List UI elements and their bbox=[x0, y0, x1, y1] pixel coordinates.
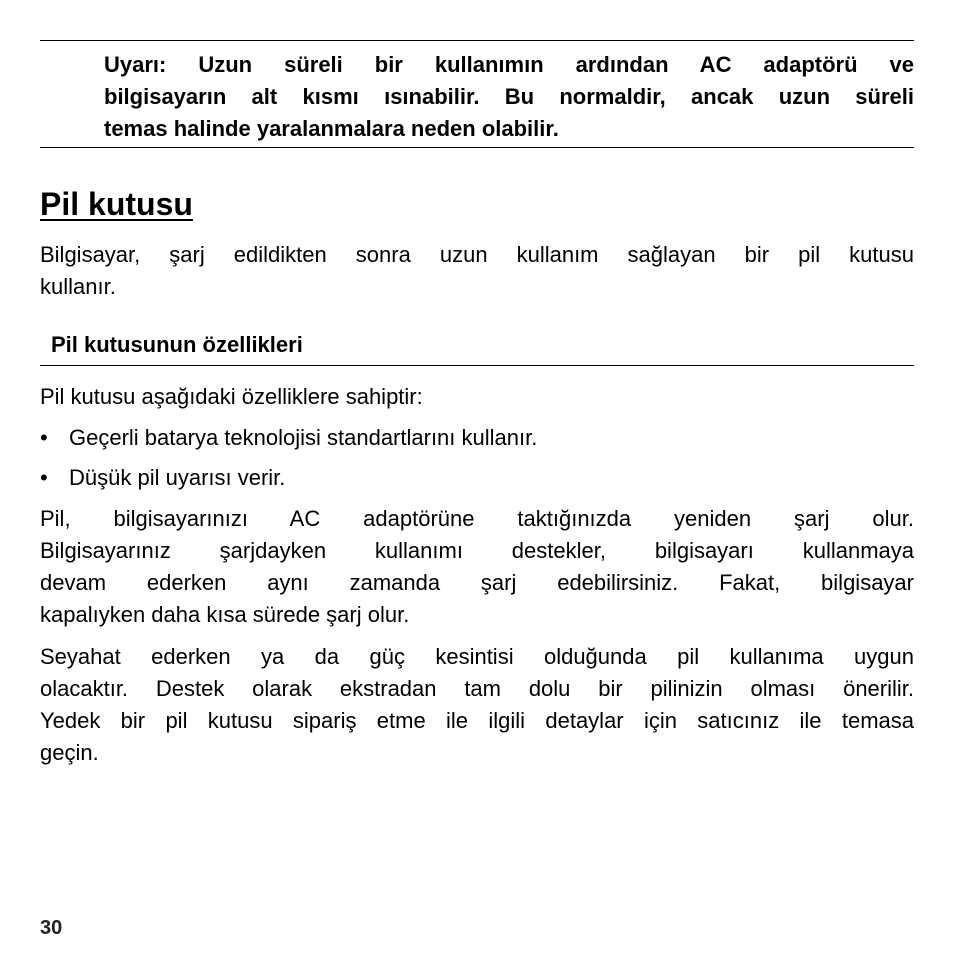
paragraph-line: Seyahat ederken ya da güç kesintisi olduğunda pil kullanıma uygun bbox=[40, 644, 914, 669]
bullet-icon: • bbox=[40, 425, 48, 450]
intro-line: kullanır. bbox=[40, 274, 116, 299]
bullet-icon: • bbox=[40, 465, 48, 490]
lead-line: Pil kutusu aşağıdaki özelliklere sahiptir: bbox=[40, 384, 423, 409]
paragraph-line: Bilgisayarınız şarjdayken kullanımı destekler, bilgisayarı kullanmaya bbox=[40, 538, 914, 563]
paragraph-line: Pil, bilgisayarınızı AC adaptörüne taktığınızda yeniden şarj olur. bbox=[40, 506, 914, 531]
intro-line: Bilgisayar, şarj edildikten sonra uzun kullanım sağlayan bir pil kutusu bbox=[40, 242, 914, 267]
warning-line: bilgisayarın alt kısmı ısınabilir. Bu normaldir, ancak uzun süreli bbox=[104, 84, 914, 109]
subsection-title: Pil kutusunun özellikleri bbox=[51, 332, 303, 357]
paragraph-line: devam ederken aynı zamanda şarj edebilirsiniz. Fakat, bilgisayar bbox=[40, 570, 914, 595]
list-item-text: Düşük pil uyarısı verir. bbox=[69, 465, 286, 490]
warning-line: Uyarı: Uzun süreli bir kullanımın ardından AC adaptörü ve bbox=[104, 52, 914, 77]
list-item-text: Geçerli batarya teknolojisi standartlarını kullanır. bbox=[69, 425, 538, 450]
paragraph-line: olacaktır. Destek olarak ekstradan tam dolu bir pilinizin olması önerilir. bbox=[40, 676, 914, 701]
warning-text bbox=[104, 49, 914, 145]
paragraph-line: kapalıyken daha kısa sürede şarj olur. bbox=[40, 602, 410, 627]
section-title: Pil kutusu bbox=[40, 186, 193, 222]
body-paragraph-1 bbox=[40, 503, 914, 631]
warning-line: temas halinde yaralanmalara neden olabilir. bbox=[104, 116, 559, 141]
intro-paragraph bbox=[40, 239, 914, 303]
paragraph-line: geçin. bbox=[40, 740, 99, 765]
warning-box bbox=[40, 40, 914, 148]
subsection-header bbox=[40, 328, 914, 366]
body-paragraph-2 bbox=[40, 641, 914, 769]
page-number: 30 bbox=[40, 917, 63, 939]
lead-paragraph bbox=[40, 381, 914, 413]
paragraph-line: Yedek bir pil kutusu sipariş etme ile ilgili detaylar için satıcınız ile temasa bbox=[40, 708, 914, 733]
